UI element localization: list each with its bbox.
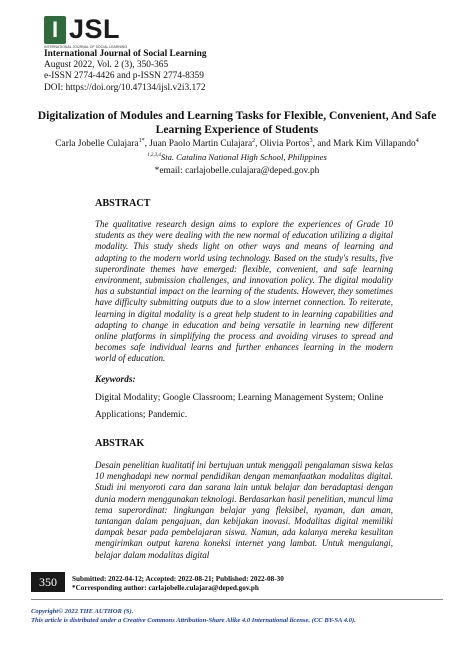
footer-divider xyxy=(31,599,443,600)
copyright-notice xyxy=(31,608,356,626)
journal-issue: August 2022, Vol. 2 (3), 350-365 xyxy=(44,60,169,71)
affiliation-text: Sta. Catalina National High School, Philippines xyxy=(160,152,327,162)
journal-meta xyxy=(44,49,207,94)
abstrak-body: Desain penelitian kualitatif ini bertujuan untuk menggali pengalaman siswa kelas 10 menghadapi new normal pendidikan dengan memanfaatkan modalitas digital. Studi ini menyoroti cara dan sarana lain untuk belajar dan beradaptasi dengan dunia modern menggunakan teknologi. Berdasarkan hasil penelitian, muncul lima tema superordinat: lingkungan belajar yang fleksibel, nyaman, dan aman, tantangan dalam pengajuan, dan kebijakan inovasi. Modalitas digital memiliki dampak besar pada pembelajaran siswa. Namun, ada kalanya mereka kesulitan mengirimkan output karena koneksi internet yang lambat. Untuk mengulangi, belajar dalam modalitas digital xyxy=(95,460,393,560)
keywords-text: Digital Modality; Google Classroom; Learning Management System; Online Applications; Pandemic. xyxy=(95,393,384,420)
affiliation xyxy=(30,152,444,162)
author-1: Carla Jobelle Culajara xyxy=(55,139,139,150)
author-4: , and Mark Kim Villapando xyxy=(312,139,416,150)
abstrak-heading: ABSTRAK xyxy=(95,438,145,449)
journal-doi[interactable]: DOI: https://doi.org/10.47134/ijsl.v2i3.172 xyxy=(44,82,206,93)
author-2: , Juan Paolo Martin Culajara xyxy=(144,139,253,150)
keywords-label: Keywords: xyxy=(95,375,136,385)
author-3-sup: 3 xyxy=(309,138,313,144)
author-3: , Olivia Portos xyxy=(255,139,310,150)
paper-title: Digitalization of Modules and Learning Tasks for Flexible, Convenient, And Safe Learning Experience of Students xyxy=(37,109,437,136)
journal-name: International Journal of Social Learning xyxy=(44,49,207,59)
submission-footer xyxy=(72,575,284,594)
author-email[interactable]: *email: carlajobelle.culajara@deped.gov.ph xyxy=(154,166,320,176)
journal-logo xyxy=(44,14,128,50)
affiliation-sup: 1,2,3,4 xyxy=(147,153,161,159)
journal-issn: e-ISSN 2774-4426 and p-ISSN 2774-8359 xyxy=(44,71,204,82)
author-4-sup: 4 xyxy=(415,138,419,144)
abstract-body: The qualitative research design aims to explore the experiences of Grade 10 students as they were dealing with the new normal of education utilizing a digital modality. This study sheds light on other ways and means of learning and adapting to the modern world using technology. Based on the study's results, five superordinate themes have emerged: flexible, convenient, and safe learning environment, submission challenges, and innovation policy. The digital modality has a substantial impact on the learning of the students. However, they sometimes have difficulty submitting outputs due to a slow internet connection. To reiterate, learning in digital modality is a great help student to in learning capabilities and adapting to change in education and being versatile in learning new different online platforms in simplifying the process and avoiding viruses to spread and becomes safe individual learns and further enhances learning in the modern world of education. xyxy=(95,219,393,364)
corresponding-author: *Corresponding author: carlajobelle.culajara@deped.gov.ph xyxy=(72,584,259,593)
author-1-sup: 1* xyxy=(138,138,145,144)
author-list xyxy=(30,138,444,149)
submission-dates: Submitted: 2022-04-12; Accepted: 2022-08-21; Published: 2022-08-30 xyxy=(72,575,284,583)
page-number: 350 xyxy=(31,572,65,592)
abstract-heading: ABSTRACT xyxy=(95,198,151,209)
logo-text: JSL xyxy=(69,14,121,44)
copyright-line: Copyright© 2022 THE AUTHOR (S). xyxy=(31,608,134,615)
logo-subtitle: INTERNATIONAL JOURNAL OF SOCIAL LEARNING xyxy=(44,45,128,49)
license-line[interactable]: This article is distributed under a Creative Commons Attribution-Share Alike 4.0 International license. (CC BY-SA 4.0). xyxy=(31,616,356,624)
author-2-sup: 2 xyxy=(252,138,256,144)
logo-letter: I xyxy=(51,17,59,42)
